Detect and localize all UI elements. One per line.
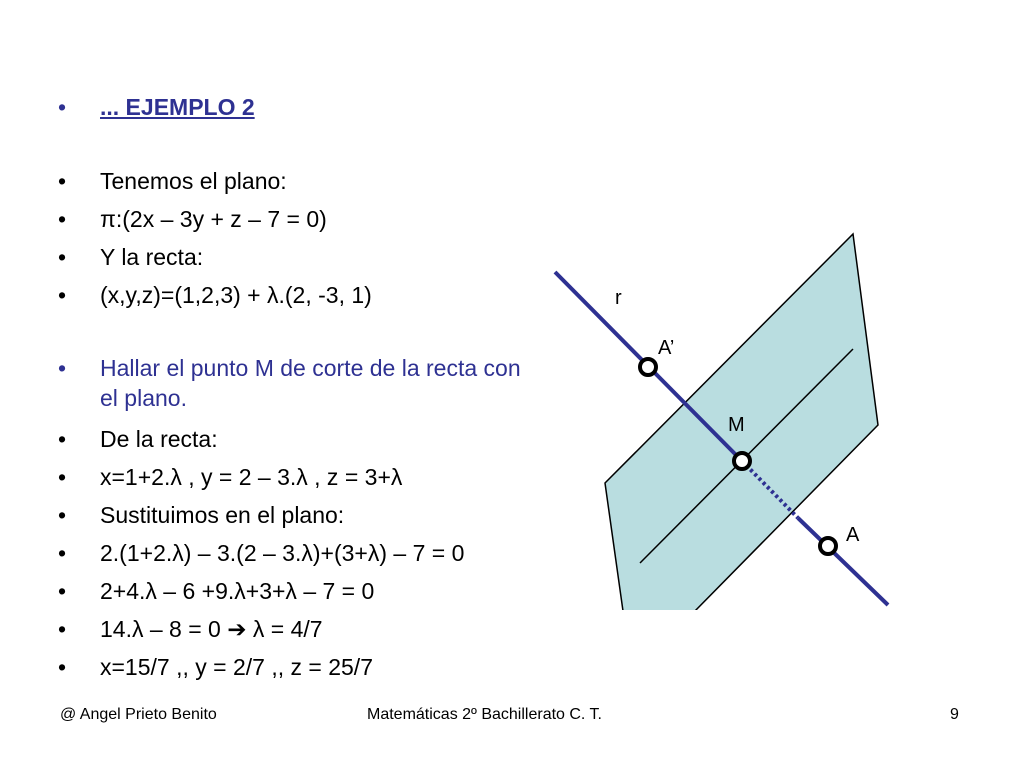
bullet-text: Tenemos el plano: bbox=[100, 168, 287, 194]
line-r-lower bbox=[798, 518, 888, 605]
bullet-symbol: • bbox=[58, 464, 67, 490]
bullet-symbol: • bbox=[58, 168, 67, 194]
footer-course: Matemáticas 2º Bachillerato C. T. bbox=[367, 706, 602, 723]
bullet-symbol: • bbox=[58, 94, 67, 120]
question-text: Hallar el punto M de corte de la recta con el plano. bbox=[100, 355, 521, 411]
point-m-label: M bbox=[728, 414, 745, 436]
bullet-text: (x,y,z)=(1,2,3) + λ.(2, -3, 1) bbox=[100, 282, 372, 308]
bullet-symbol: • bbox=[58, 502, 67, 528]
bullet-text: 2.(1+2.λ) – 3.(2 – 3.λ)+(3+λ) – 7 = 0 bbox=[100, 540, 465, 566]
bullet-symbol: • bbox=[58, 282, 67, 308]
bullet-text: 2+4.λ – 6 +9.λ+3+λ – 7 = 0 bbox=[100, 578, 375, 604]
bullet-symbol: • bbox=[58, 578, 67, 604]
footer-page-number: 9 bbox=[950, 706, 959, 723]
bullet-symbol: • bbox=[58, 244, 67, 270]
bullet-symbol: • bbox=[58, 426, 67, 452]
point-a bbox=[820, 538, 836, 554]
point-a-label: A bbox=[846, 524, 860, 546]
footer-author: @ Angel Prieto Benito bbox=[60, 706, 217, 723]
bullet-symbol: • bbox=[58, 540, 67, 566]
bullet-symbol: • bbox=[58, 206, 67, 232]
bullet-text: x=15/7 ,, y = 2/7 ,, z = 25/7 bbox=[100, 654, 373, 680]
bullet-text: Y la recta: bbox=[100, 244, 204, 270]
bullet-text: x=1+2.λ , y = 2 – 3.λ , z = 3+λ bbox=[100, 464, 403, 490]
bullet-text: De la recta: bbox=[100, 426, 218, 452]
bullet-text: π:(2x – 3y + z – 7 = 0) bbox=[100, 206, 327, 232]
point-a-prime-label: A’ bbox=[658, 337, 675, 359]
section-title: ... EJEMPLO 2 bbox=[100, 94, 255, 120]
bullet-symbol: • bbox=[58, 355, 67, 381]
bullet-symbol: • bbox=[58, 654, 67, 680]
bullet-symbol: • bbox=[58, 616, 67, 642]
bullet-text: Sustituimos en el plano: bbox=[100, 502, 345, 528]
plane-line-diagram bbox=[540, 230, 920, 610]
point-m bbox=[734, 453, 750, 469]
line-r-label: r bbox=[615, 287, 622, 309]
point-a-prime bbox=[640, 359, 656, 375]
bullet-text: 14.λ – 8 = 0 ➔ λ = 4/7 bbox=[100, 616, 323, 642]
